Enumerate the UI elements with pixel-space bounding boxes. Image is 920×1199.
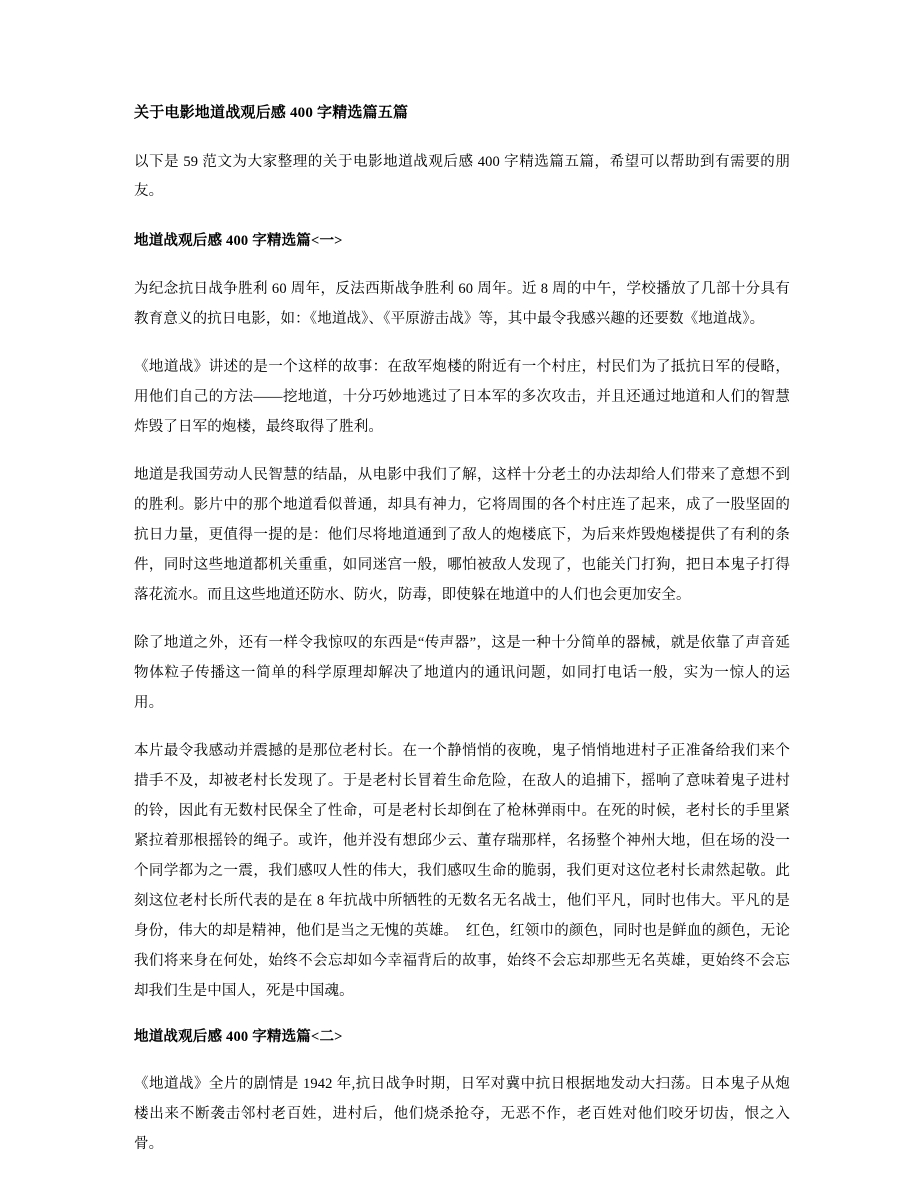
section-1-paragraph-4: 除了地道之外，还有一样令我惊叹的东西是“传声器”，这是一种十分简单的器械，就是依靠了声音延物体粒子传播这一简单的科学原理却解决了地道内的通讯问题，如同打电话一般，实为一惊人的运用。 [134,634,790,711]
section-2-paragraph-1: 《地道战》全片的剧情是 1942 年,抗日战争时期，日军对冀中抗日根据地发动大扫荡。日本鬼子从炮楼出来不断袭击邻村老百姓，进村后，他们烧杀抢夺，无恶不作，老百姓对他们咬牙切齿，恨之入骨。 [134,1076,790,1153]
document-intro-paragraph: 以下是 59 范文为大家整理的关于电影地道战观后感 400 字精选篇五篇，希望可以帮助到有需要的朋友。 [134,154,790,200]
section-heading-1: 地道战观后感 400 字精选篇<一> [134,233,343,250]
section-1-paragraph-5: 本片最令我感动并震撼的是那位老村长。在一个静悄悄的夜晚，鬼子悄悄地进村子正准备给我们来个措手不及，却被老村长发现了。于是老村长冒着生命危险，在敌人的追捕下，摇响了意味着鬼子进村的铃，因此有无数村民保全了性命，可是老村长却倒在了枪林弹雨中。在死的时候，老村长的手里紧紧拉着那根摇铃的绳子。或许，他并没有想邱少云、董存瑞那样，名扬整个神州大地，但在场的没一个同学都为之一震，我们感叹人性的伟大，我们感叹生命的脆弱，我们更对这位老村长肃然起敬。此刻这位老村长所代表的是在 8 年抗战中所牺牲的无数名无名战士，他们平凡，同时也伟大。平凡的是身份，伟大的却是精神，他们是当之无愧的英雄。 红色，红领巾的颜色，同时也是鲜血的颜色，无论我们将来身在何处，始终不会忘却如今幸福背后的故事，始终不会忘却那些无名英雄，更始终不会忘却我们生是中国人，死是中国魂。 [134,742,790,999]
section-heading-2: 地道战观后感 400 字精选篇<二> [134,1028,343,1045]
section-1-paragraph-1: 为纪念抗日战争胜利 60 周年，反法西斯战争胜利 60 周年。近 8 周的中午，学校播放了几部十分具有教育意义的抗日电影，如：《地道战》、《平原游击战》等，其中最令我感兴趣的还要数《地道战》。 [134,280,790,327]
section-1-paragraph-2: 《地道战》讲述的是一个这样的故事：在敌军炮楼的附近有一个村庄，村民们为了抵抗日军的侵略，用他们自己的方法——挖地道，十分巧妙地逃过了日本军的多次攻击，并且还通过地道和人们的智慧炸毁了日军的炮楼，最终取得了胜利。 [134,358,790,435]
section-1-paragraph-3: 地道是我国劳动人民智慧的结晶，从电影中我们了解，这样十分老土的办法却给人们带来了意想不到的胜利。影片中的那个地道看似普通，却具有神力，它将周围的各个村庄连了起来，成了一股坚固的抗日力量，更值得一提的是：他们尽将地道通到了敌人的炮楼底下，为后来炸毁炮楼提供了有利的条件，同时这些地道都机关重重，如同迷宫一般，哪怕被敌人发现了，也能关门打狗，把日本鬼子打得落花流水。而且这些地道还防水、防火，防毒，即使躲在地道中的人们也会更加安全。 [134,466,790,603]
page-title: 关于电影地道战观后感 400 字精选篇五篇 [134,105,409,121]
